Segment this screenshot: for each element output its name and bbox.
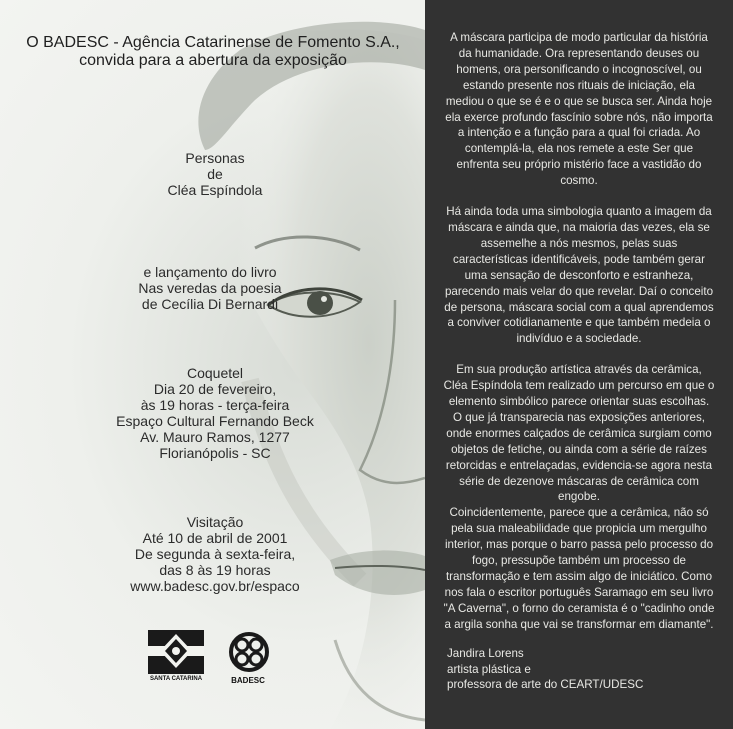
book-line-2: Nas veredas da poesia	[138, 280, 282, 296]
signature-role-1: artista plástica e	[447, 662, 531, 676]
exhibition-by: de	[207, 166, 223, 182]
visitation-block	[95, 514, 335, 594]
signature-name: Jandira Lorens	[447, 647, 524, 660]
right-panel	[425, 0, 733, 729]
essay-paragraph-1: A máscara participa de modo particular da história da humanidade. Ora representando deuses ou homens, ora personificando o incognoscível, ou estando presente nos rituais de iniciação, ela mediou o que se é e o que se busca ser. Ainda hoje ela exerce profundo fascínio sobre nós, não importa a intenção e a função para a qual foi criada. Ao contemplá-la, ela nos remete a este Ser que enfrenta seu próprio mistério face a vastidão do cosmo.	[445, 31, 713, 188]
essay	[443, 30, 715, 648]
cocktail-title: Coquetel	[186, 365, 244, 381]
essay-paragraph-4: Coincidentemente, parece que a cerâmica, não só pela sua maleabilidade que propicia um mergulho interior, mas porque o barro passa pelo processo do fogo, pressupõe também um processo de transformação e tem assim algo de iniciático. Como nos fala o escritor português Saramago em seu livro "A Caverna", o forno do ceramista é o "cadinho onde a argila sonha que vai se transformar em diamante".	[443, 506, 715, 631]
invitation-line-2: convida para a abertura da exposição	[79, 52, 347, 69]
cocktail-venue: Espaço Cultural Fernando Beck	[116, 413, 314, 429]
cocktail-block	[80, 365, 350, 461]
visitation-hours: das 8 às 19 horas	[159, 562, 271, 578]
signature-role-2: professora de arte do CEART/UDESC	[447, 678, 644, 691]
cocktail-time: às 19 horas - terça-feira	[140, 397, 290, 413]
santa-catarina-label: SANTA CATARINA	[149, 676, 203, 682]
book-line-1: e lançamento do livro	[143, 264, 277, 280]
exhibition-title: Personas	[185, 150, 245, 166]
visitation-until: Até 10 de abril de 2001	[142, 530, 288, 546]
visitation-url[interactable]: www.badesc.gov.br/espaco	[130, 578, 300, 594]
essay-paragraph-2: Há ainda toda uma simbologia quanto a imagem da máscara e ainda que, na maioria das vezes, ela se assemelhe a nós mesmos, pelas suas características identificáveis, pode também gerar uma sensação de desconforto e estranheza, parecendo mais velar do que revelar. Daí o conceito de persona, máscara social com a qual aprendemos a conviver cotidianamente e que também medeia o indivíduo e a sociedade.	[444, 205, 714, 346]
cocktail-date: Dia 20 de fevereiro,	[153, 381, 277, 397]
essay-paragraph-3: Em sua produção artística através da cerâmica, Cléa Espíndola tem realizado um percurso em que o elemento simbólico parece orientar suas escolhas. O que já transparecia nas exposições anteriores, onde enormes calçados de cerâmica surgiam como objetos de fetiche, ou ainda com a série de raízes retorcidas e entrelaçadas, evidencia-se agora nesta série de dezenove máscaras de cerâmica com engobe.	[443, 363, 715, 504]
sponsor-logos	[146, 628, 286, 690]
invitation-line-1: O BADESC - Agência Catarinense de Fomento S.A.,	[26, 34, 400, 51]
book-line-3: de Cecília Di Bernardi	[141, 296, 279, 312]
invitation-header	[8, 34, 418, 70]
book-block	[95, 264, 325, 312]
visitation-title: Visitação	[186, 514, 244, 530]
badesc-logo-icon	[228, 630, 270, 676]
visitation-days: De segunda à sexta-feira,	[134, 546, 296, 562]
badesc-label: BADESC	[231, 676, 265, 685]
cocktail-city: Florianópolis - SC	[159, 445, 271, 461]
cocktail-address: Av. Mauro Ramos, 1277	[140, 429, 290, 445]
signature-block	[447, 646, 717, 693]
exhibition-artist: Cléa Espíndola	[167, 182, 263, 198]
exhibition-block	[150, 150, 280, 198]
